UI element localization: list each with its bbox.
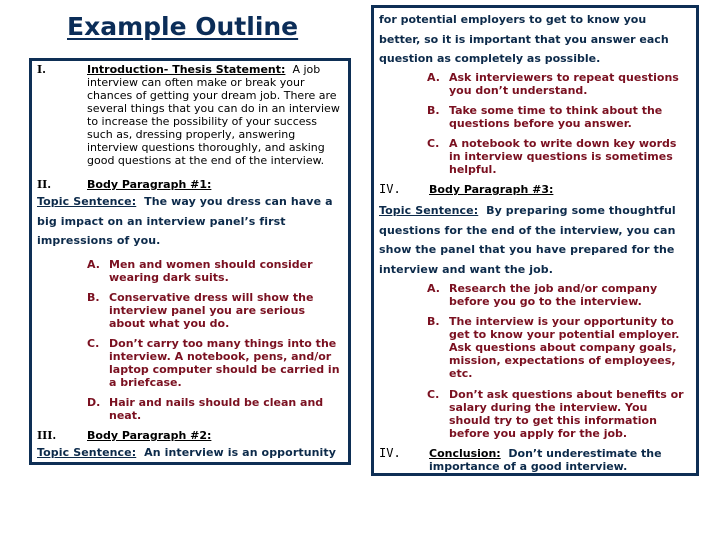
item-text: Research the job and/or company before you go to the interview.: [449, 282, 658, 308]
section-heading: Body Paragraph #3:: [429, 183, 554, 196]
list-item: [87, 291, 337, 330]
item-letter: B.: [427, 104, 440, 117]
item-text: A notebook to write down key words in interview questions is sometimes helpful.: [449, 137, 677, 176]
item-text: Don’t ask questions about benefits or salary during the interview. You should try to get this information before you apply for the job.: [449, 388, 684, 440]
list-item: [87, 337, 342, 389]
page-title: Example Outline: [67, 12, 299, 41]
item-text: Men and women should consider wearing dark suits.: [109, 258, 313, 284]
topic-sentence: [37, 443, 347, 463]
item-text: Take some time to think about the questions before you answer.: [449, 104, 663, 130]
numeral: IV.: [379, 446, 401, 460]
list-item: [87, 258, 337, 284]
item-letter: B.: [87, 291, 100, 304]
topic-text: The way you dress can have a big impact on an interview panel’s first impressions of you.: [37, 195, 333, 247]
item-letter: D.: [87, 396, 101, 409]
item-letter: A.: [427, 282, 440, 295]
item-letter: A.: [87, 258, 100, 271]
section-introduction: [37, 63, 342, 167]
list-item: [87, 396, 337, 422]
topic-label: Topic Sentence:: [37, 195, 137, 208]
item-text: Don’t carry too many things into the interview. A notebook, pens, and/or laptop computer should be carried in a briefcase.: [109, 337, 340, 389]
section-body-1: [37, 178, 342, 191]
section-body-2: [37, 429, 342, 442]
topic-continuation: for potential employers to get to know you better, so it is important that you answer each question as completely as possible.: [379, 13, 669, 65]
section-body-3: [379, 183, 694, 196]
item-text: Conservative dress will show the interview panel you are serious about what you do.: [109, 291, 314, 330]
outline-box-left: [29, 58, 351, 465]
section-heading: Introduction- Thesis Statement:: [87, 63, 286, 76]
section-heading: Body Paragraph #2:: [87, 429, 212, 442]
topic-text: An interview is an opportunity: [144, 446, 337, 459]
numeral: IV.: [379, 182, 401, 196]
section-conclusion: [379, 447, 694, 473]
numeral: III.: [37, 429, 57, 442]
item-letter: C.: [427, 388, 440, 401]
topic-sentence: [37, 192, 342, 251]
list-item: [427, 71, 687, 97]
topic-sentence: [379, 201, 691, 279]
list-item: [427, 282, 687, 308]
item-text: The interview is your opportunity to get to know your potential employer. Ask questions about company goals, mission, expectations of employees, etc.: [449, 315, 680, 380]
conclusion-text: Don’t underestimate the importance of a good interview.: [429, 447, 662, 473]
item-letter: A.: [427, 71, 440, 84]
list-item: [427, 104, 687, 130]
conclusion-paragraph: [429, 447, 669, 473]
item-text: Hair and nails should be clean and neat.: [109, 396, 324, 422]
section-heading: Conclusion:: [429, 447, 501, 460]
item-letter: C.: [87, 337, 100, 350]
topic-text: By preparing some thoughtful questions for the end of the interview, you can show the panel that you have prepared for the interview and want the job.: [379, 204, 676, 276]
list-item: [427, 388, 689, 440]
thesis-text: A job interview can often make or break your chances of getting your dream job. There are several things that you can do in an interview to increase the possibility of your success such as, dressing properly, answering interview questions thoroughly, and asking good questions at the end of the interview.: [87, 63, 340, 167]
item-letter: C.: [427, 137, 440, 150]
topic-label: Topic Sentence:: [37, 446, 137, 459]
list-item: [427, 137, 687, 176]
topic-label: Topic Sentence:: [379, 204, 479, 217]
list-item: [427, 315, 689, 380]
intro-paragraph: [87, 63, 342, 167]
item-letter: B.: [427, 315, 440, 328]
numeral: II.: [37, 178, 52, 191]
section-heading: Body Paragraph #1:: [87, 178, 212, 191]
numeral: I.: [37, 63, 46, 76]
outline-box-right: [371, 5, 699, 476]
item-text: Ask interviewers to repeat questions you don’t understand.: [449, 71, 679, 97]
